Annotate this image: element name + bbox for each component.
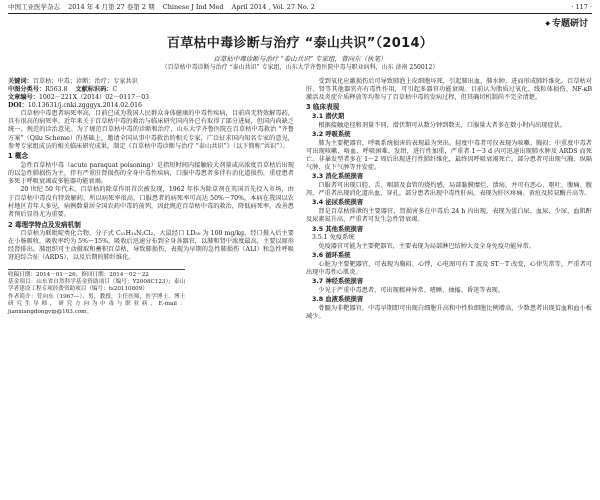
footnote: 基金项目：山东省自然科学基金资助项目（编号：Y2008C123）；泰山学者建设工程专项经费资助项目（编号：ts20110809） <box>8 279 186 293</box>
issue-cn: 2014 年 4 月第 27 卷第 2 期 <box>68 3 155 11</box>
classification-label: 中图分类号： <box>8 85 46 93</box>
keywords-value: 百草枯；中毒；诊断；治疗；专家共识 <box>32 77 138 85</box>
body-paragraph: 受到氧化应激损伤后可导致肺泡上皮细胞坏死，引起肺出血、肺水肿，进而形成肺纤维化。百草枯对肝、肾等其他器官亦有毒性作用，可引起多器官功能衰竭。目前认为脂质过氧化、线粒体损伤、NF-κB 激活及炎症介质释放等均参与了百草枯中毒的发病过程，但其确切机制尚不完全清楚。 <box>306 77 592 101</box>
section-heading: 2 毒理学特点及发病机制 <box>8 220 81 229</box>
doc-code-value: C <box>112 85 118 93</box>
column-tag <box>8 16 588 29</box>
section-heading: 3.6 循环系统 <box>312 251 351 259</box>
section-heading: 3.2 呼吸系统 <box>312 130 351 138</box>
footnote: 收稿日期：2014－01－26；修回日期：2014－02－22 <box>8 271 149 278</box>
section-heading: 1 概念 <box>8 152 29 161</box>
doc-code-label: 文献标识码： <box>75 85 113 93</box>
section-heading: 3.3 消化系统损害 <box>312 173 364 181</box>
body-paragraph: 肺为主要靶器官，呼吸系统损害的表现最为突出。轻度中毒者可仅表现为咳嗽、胸闷；中重度中毒者可出现咳嗽、咯血、呼吸困难、发绀，进行性加重，严重者 1～3 d 内可迅速出现肺水肿及 ARDS 而死亡。非暴发型者多在 1～2 周后出现进行性肺纤维化，最终因呼吸衰竭死亡。部分患者可出现气胸、纵隔气肿、皮下气肿等并发症。 <box>306 139 592 172</box>
right-column <box>306 78 592 321</box>
section-heading: 3.5.1 免疫系统 <box>312 234 355 242</box>
article-title: 百草枯中毒诊断与治疗 “泰山共识”（2014） <box>166 36 434 51</box>
left-column <box>8 78 294 321</box>
keywords-label: 关键词： <box>8 77 33 85</box>
left-sections <box>8 152 294 262</box>
body-paragraph: 20 世纪 50 年代末，百草枯的除草作用首次被发现，1962 年作为除草剂在英国首先投入市场，由于百草枯中毒没有特效解药，所以病死率很高，口服患者的病死率可高达 50%～70%。本病在我国以农村地区青年人多见，病例数量居全国农药中毒的前列，因此规范百草枯中毒的救治，降低病死率，改善患者预后显得尤为重要。 <box>8 186 294 218</box>
journal-name-en: Chinese J Ind Med <box>162 3 224 11</box>
journal-name-cn: 中国工业医学杂志 <box>8 3 60 11</box>
classification-value: R563.8 <box>45 85 68 93</box>
body-paragraph: 免疫器官可能为主要靶器官，主要表现为局部淋巴结肿大及全身免疫功能异常。 <box>318 242 535 250</box>
article-number-value: 1002－221X（2014）02－0117－03 <box>38 93 150 101</box>
column-tag-text: 专题研讨 <box>551 19 588 29</box>
body-paragraph: 百草枯为联吡啶类化合物，分子式 C₁₂H₁₄N₂Cl₂，大鼠经口 LD₅₀ 为 100 mg/kg，经口摄入后主要在小肠吸收，吸收率约为 5%～15%，吸收后迅速分布到全身各器官，以肺和肾中浓度最高，主要以原形经肾排出。肺组织可主动摄取和蓄积百草枯，导致肺损伤，表现为早期的急性肺损伤（ALI）和急性呼吸窘迫综合征（ARDS），以及后期的肺纤维化。 <box>8 230 294 262</box>
footnote: 作者简介：菅向东（1967—），男，教授，主任医师，医学博士，博士研究生导师，研究方向为中毒与职业病。E-mail：jianxiangdongvip@163.com。 <box>8 293 186 315</box>
body-paragraph: 少见于严重中毒患者，可出现精神异常、嗜睡、抽搐、昏迷等表现。 <box>318 286 505 294</box>
article-number-line <box>8 94 294 102</box>
section-heading: 3.7 神经系统损害 <box>312 277 364 285</box>
classification-line <box>8 86 294 94</box>
section-heading: 3 临床表现 <box>306 103 340 112</box>
body-paragraph: 肾是百草枯排泄的主要器官，肾损害多在中毒后 24 h 内出现，表现为蛋白尿、血尿、少尿，血肌酐及尿素氮升高，严重者可发生急性肾衰竭。 <box>306 208 592 224</box>
running-head-publication <box>8 3 321 12</box>
abstract: 百草枯中毒患者病死率高，目前已成为我国人民群众身体健康的中毒性疾病，目前尚无特效解毒药，具有很高的病死率。近年来关于百草枯中毒的救治与临床研究国内外已有取得了部分进展，但国内尚缺乏统一、规范的诊治意见。为了规范百草枯中毒的诊断和治疗，山东大学齐鲁医院在百草枯中毒救治 “齐鲁方案”（Qilu Scheme）的基础上，邀请全国从事中毒救治的相关专家，广泛征求国内知名专家的意见，参考专家组成员的相关临床研究成果，制定《百草枯中毒诊断与治疗 “泰山共识”》（以下简称“共识”）。 <box>8 110 294 150</box>
diamond-icon: ◆ <box>545 20 550 27</box>
affiliation: （百草枯中毒诊断与治疗 “泰山共识” 专家组，山东大学齐鲁医院中毒与职业病科，山东 济南 250012） <box>161 64 439 71</box>
article-number-label: 文章编号： <box>8 93 39 101</box>
running-head <box>8 3 592 12</box>
doi-line <box>8 102 294 110</box>
body-paragraph: 心脏为主要靶器官，可表现为胸闷、心悸，心电图可有 T 波及 ST－T 改变，心律失常等，严重者可出现中毒性心肌炎。 <box>306 260 592 276</box>
right-sections <box>306 78 592 321</box>
body-paragraph: 口服者可出现口腔、舌、咽部及食管的烧灼感，局部黏膜糜烂、溃疡，并可有恶心、呕吐、腹痛、腹泻，严重者出现消化道出血、穿孔。部分患者出现中毒性肝病，表现为肝区疼痛、黄疸及转氨酶升高等。 <box>306 182 592 198</box>
section-heading: 3.5 其他系统损害 <box>312 225 364 233</box>
section-heading: 3.1 潜伏期 <box>312 112 345 120</box>
section-heading: 3.8 血液系统损害 <box>312 295 364 303</box>
header-rule <box>8 13 592 14</box>
body-paragraph: 急性百草枯中毒（acute paraquat poisoning）是指短时间内接触较大剂量或高浓度百草枯后出现的以急性肺损伤为主，伴有严重肝肾损伤的全身中毒性疾病，口服中毒患者多伴有消化道损伤，重症患者多死于呼吸衰竭或多脏器功能衰竭。 <box>8 161 294 186</box>
body-paragraph: 骨髓为非靶器官，中毒早期即可出现白细胞升高和中性粒细胞比例增高，少数患者出现贫血和血小板减少。 <box>306 304 592 320</box>
doi-value: 10.13631/j.cnki.zgggyx.2014.02.016 <box>27 101 142 109</box>
body-paragraph: 根据接触途径和剂量不同，潜伏期可从数分钟到数天，口服量大者多在数小时内出现症状。 <box>318 121 566 129</box>
keywords-line <box>8 78 294 86</box>
doi-label: DOI： <box>8 101 28 109</box>
issue-en: April 2014 , Vol. 27 No. 2 <box>231 3 315 11</box>
footnotes <box>8 269 185 316</box>
article-body <box>8 78 592 321</box>
page-number: · 117 · <box>571 3 592 11</box>
section-heading: 3.4 泌尿系统损害 <box>312 199 364 207</box>
byline: 百草枯中毒诊断与治疗 “泰山共识” 专家组，菅向东（执笔） <box>213 55 387 63</box>
